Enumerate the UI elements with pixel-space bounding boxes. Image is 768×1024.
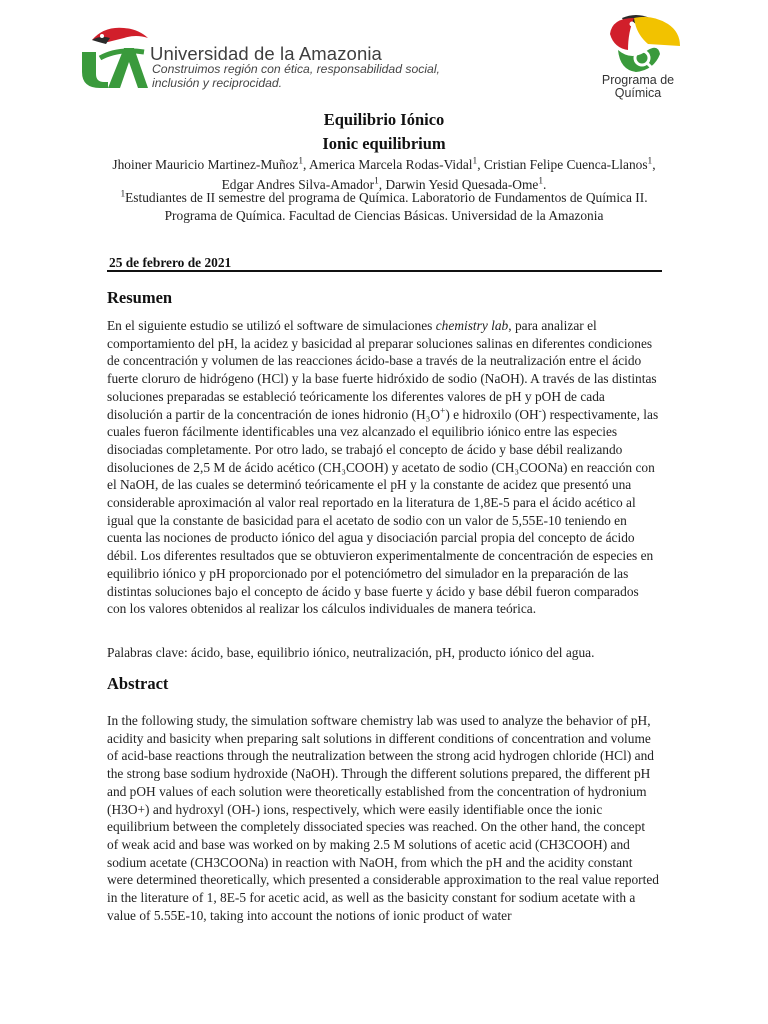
affiliation-mark: 1	[538, 176, 544, 187]
author: America Marcela Rodas-Vidal	[308, 157, 473, 172]
authors-list: Jhoiner Mauricio Martinez-Muñoz$^1$, America Marcela Rodas-Vidal$^1$, Cristian Felipe Cuenca-Llanos$^1$, Edgar Andres Silva-Amador$^1$, Darwin Yesid Quesada-Ome$^1$.	[112, 156, 656, 192]
universidad-amazonia-logo	[78, 18, 150, 94]
affiliation-mark: 1	[472, 156, 478, 167]
affiliation-mark: 1	[120, 189, 126, 200]
header-rule	[107, 270, 662, 272]
affiliation-mark: 1	[298, 156, 304, 167]
program-name: Programa de Química	[601, 73, 675, 100]
author: Darwin Yesid Quesada-Ome	[385, 177, 539, 192]
university-motto: Construimos región con ética, responsabilidad social, inclusión y reciprocidad.	[152, 62, 440, 90]
page-header	[0, 0, 768, 100]
resumen-paragraph: En el siguiente estudio se utilizó el software de simulaciones chemistry lab, para analizar el comportamiento del pH, la acidez y basicidad al preparar soluciones salinas en diferentes condiciones de concentración y volumen de las reacciones ácido-base a través de la neutralización entre el ácido fuerte cloruro de hidrógeno (HCl) y la base fuerte hidróxido de sodio (NaOH). A través de las distintas soluciones preparadas se estableció teóricamente los diferentes valores de pH y pOH de cada disolución a partir de la concentración de iones hidronio (H₃O+) e hidroxilo (OH-) respectivamente, las cuales fueron fácilmente identificables una vez alcanzado el equilibrio iónico entre las especies disociadas completamente. Por otro lado, se trabajó el concepto de ácido y base débil realizando disoluciones de 2,5 M de ácido acético (CH₃COOH) y acetato de sodio (CH₃COONa) en reacción con el NaOH, de las cuales se determinó teóricamente el pH y la constante de acidez que presentó una considerable aproximación al valor real reportado en la literatura de 1,8E-5 para el ácido acético al igual que la constante de basicidad para el acetato de sodio con un valor de 5,55E-10 teniendo en cuenta las nociones de producto iónico del agua y disociación parcial propia del concepto de ácido débil. Los diferentes resultados que se obtuvieron experimentalmente de concentración de especies en equilibrio iónico y pH proporcionado por el potenciómetro del simulador en la preparación de las distintas soluciones bajo el concepto de ácido y base fuerte y ácido y base débil fueron comparados con los valores obtenidos al realizar los cálculos individuales de manera teórica.	[107, 318, 659, 617]
abstract-paragraph: In the following study, the simulation software chemistry lab was used to analyze the behavior of pH, acidity and basicity when preparing salt solutions in different conditions of concentration and volume of acid-base reactions through the neutralization between the strong acid hydrogen chloride (HCl) and the strong base sodium hydroxide (NaOH). Through the different solutions prepared, the different pH and pOH values of each solution were theoretically established from the concentration of hydronium (H3O+) and hydroxyl (OH-) ions, respectively, which were easily identifiable once the ionic equilibrium between the completely dissociated species was reached. On the other hand, the concept of weak acid and base was worked on by making 2.5 M solutions of acetic acid (CH3COOH) and sodium acetate (CH3COONa) in reaction with NaOH, from which the pH and the acidity constant were determined theoretically, which presented a considerable approximation to the real value reported in the literature of 1, 8E-5 for acetic acid, as well as the basicity constant for sodium acetate with a value of 5.55E-10, taking into account the notions of ionic product of water	[107, 713, 660, 923]
university-name: Universidad de la Amazonia	[150, 43, 382, 64]
paper-title-es: Equilibrio Iónico	[323, 110, 445, 129]
software-name: chemistry lab	[435, 318, 509, 333]
author: Jhoiner Mauricio Martinez-Muñoz	[112, 157, 299, 172]
author: Edgar Andres Silva-Amador	[221, 177, 375, 192]
programa-quimica-logo	[588, 10, 688, 82]
paper-title-en: Ionic equilibrium	[322, 134, 446, 153]
affiliation-mark: 1	[374, 176, 379, 187]
affiliation: $^1$Estudiantes de II semestre del programa de Química. Laboratorio de Fundamentos de Química II. Programa de Química. Facultad de Ciencias Básicas. Universidad de la Amazonia	[120, 189, 648, 223]
resumen-heading: Resumen	[107, 288, 173, 307]
publication-date: 25 de febrero de 2021	[109, 255, 232, 270]
author: Cristian Felipe Cuenca-Llanos	[483, 157, 648, 172]
abstract-heading: Abstract	[107, 674, 169, 693]
keywords: Palabras clave: ácido, base, equilibrio iónico, neutralización, pH, producto iónico del agua.	[107, 645, 595, 660]
affiliation-mark: 1	[647, 156, 653, 167]
